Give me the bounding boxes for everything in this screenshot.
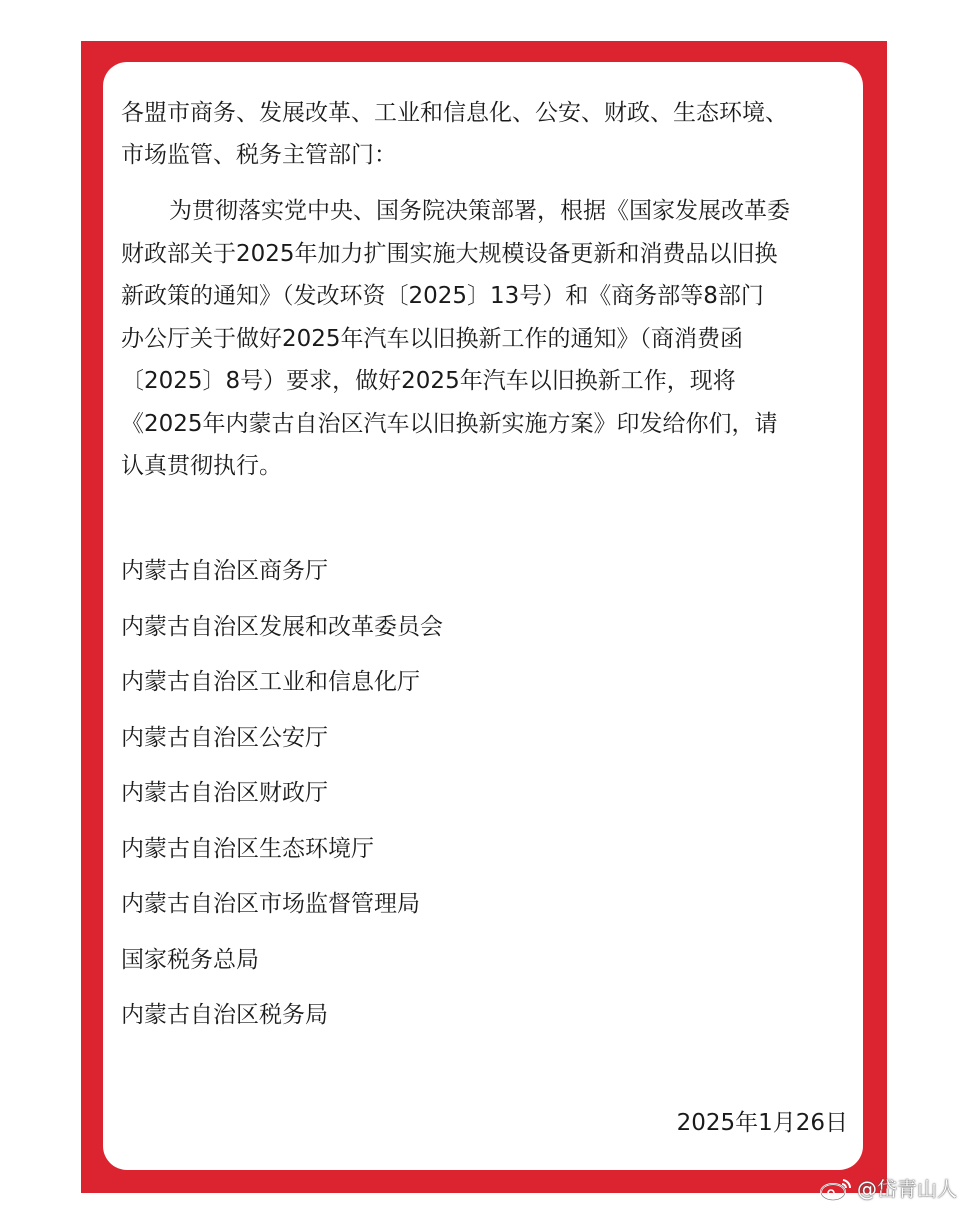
- body-line: 《2025年内蒙古自治区汽车以旧换新实施方案》印发给你们，请: [121, 410, 778, 437]
- watermark: [819, 1175, 957, 1203]
- addressee-line: 市场监管、税务主管部门：: [121, 142, 397, 168]
- signatory-item: 内蒙古自治区财政厅: [121, 780, 328, 806]
- notice-body: [121, 190, 843, 488]
- weibo-icon: [819, 1176, 853, 1202]
- body-line: 办公厅关于做好2025年汽车以旧换新工作的通知》（商消费函: [121, 325, 744, 352]
- signatory-item: 内蒙古自治区市场监督管理局: [121, 891, 420, 917]
- signatory-item: 内蒙古自治区税务局: [121, 1002, 328, 1028]
- issue-date: 2025年1月26日: [676, 1110, 848, 1136]
- body-line: 财政部关于2025年加力扩围实施大规模设备更新和消费品以旧换: [121, 240, 778, 267]
- signatory-item: 内蒙古自治区公安厅: [121, 724, 328, 751]
- watermark-text: @岱青山人: [857, 1177, 957, 1201]
- body-line: 认真贯彻执行。: [121, 453, 282, 479]
- body-line: 新政策的通知》（发改环资〔2025〕13号）和《商务部等8部门: [121, 283, 764, 309]
- addressee: [121, 92, 843, 176]
- signatory-item: 内蒙古自治区发展和改革委员会: [121, 613, 443, 640]
- addressee-line: 各盟市商务、发展改革、工业和信息化、公安、财政、生态环境、: [121, 100, 788, 126]
- signatory-item: 内蒙古自治区商务厅: [121, 558, 328, 584]
- signatory-list: [121, 549, 443, 1049]
- signatory-item: 内蒙古自治区工业和信息化厅: [121, 669, 420, 695]
- signatory-item: 国家税务总局: [121, 946, 259, 973]
- body-line: 〔2025〕8号）要求，做好2025年汽车以旧换新工作，现将: [121, 368, 736, 394]
- body-line: 为贯彻落实党中央、国务院决策部署，根据《国家发展改革委: [169, 198, 790, 224]
- signatory-item: 内蒙古自治区生态环境厅: [121, 835, 374, 862]
